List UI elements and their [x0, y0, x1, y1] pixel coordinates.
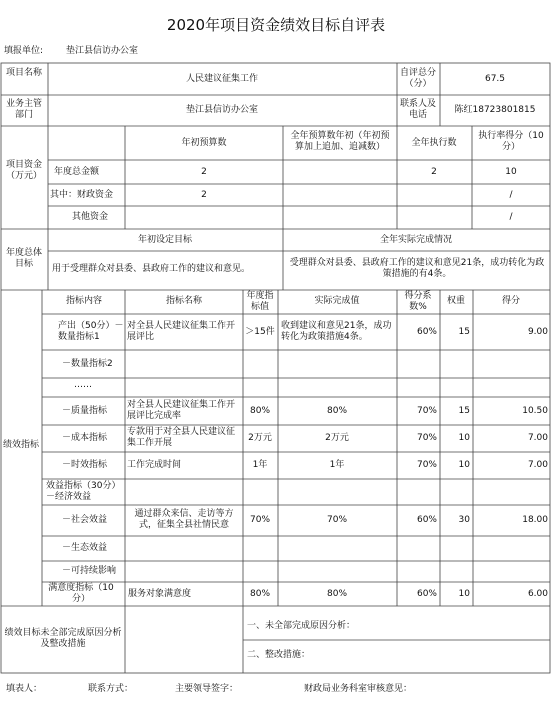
indicator-content: －生态效益	[62, 543, 108, 553]
project-name-label: 项目名称	[5, 68, 42, 78]
indicator-target: 1年	[252, 460, 268, 470]
unit-value: 垫江县信访办公室	[66, 46, 139, 56]
indicator-score: 6.00	[527, 589, 548, 599]
footer-contact: 联系方式：	[88, 684, 134, 694]
indicator-content: －社会效益	[62, 515, 108, 525]
indicator-name: 对全县人民建议征集工作开展评比	[127, 321, 236, 342]
indicator-target: 70%	[249, 515, 271, 525]
indicator-score: 7.00	[527, 460, 548, 470]
col-name: 指标名称	[165, 296, 203, 306]
indicator-score: 7.00	[527, 433, 548, 443]
score-label: 自评总分（分）	[399, 68, 436, 89]
funds-row-rate: /	[509, 212, 513, 222]
col-coef: 得分系数%	[404, 291, 432, 312]
indicator-coef: 70%	[416, 406, 437, 416]
indicator-actual: 80%	[326, 406, 348, 416]
footer-reviewer: 财政局业务科室审核意见：	[304, 684, 413, 694]
indicator-coef: 70%	[416, 460, 437, 470]
funds-row-label: 其中：财政资金	[50, 190, 114, 200]
actual-header: 全年实际完成情况	[379, 235, 453, 245]
funds-row-executed: 2	[431, 167, 437, 177]
indicator-coef: 60%	[416, 589, 437, 599]
contact-value: 陈红18723801815	[454, 105, 536, 115]
col-weight: 权重	[446, 296, 466, 306]
indicator-content: －数量指标2	[62, 359, 113, 369]
indicator-actual: 80%	[326, 589, 348, 599]
indicator-actual: 收到建议和意见21条，成功转化为政策措施4条。	[281, 321, 392, 342]
indicator-content: －可持续影响	[62, 566, 117, 576]
indicators-section-label: 绩效指标	[2, 440, 39, 450]
actual-text: 受理群众对县委、县政府工作的建议和意见21条，成功转化为政策措施的有4条。	[289, 258, 545, 279]
score-value: 67.5	[484, 74, 506, 84]
planned-header: 年初设定目标	[137, 235, 193, 245]
col-rate: 执行率得分（10分）	[478, 131, 544, 152]
indicator-content: －质量指标	[62, 406, 108, 416]
indicator-target: ＞15件	[245, 327, 275, 337]
indicator-name: 通过群众来信、走访等方式，征集全县社情民意	[134, 509, 234, 530]
indicator-weight: 30	[458, 515, 470, 525]
indicator-weight: 10	[458, 460, 470, 470]
indicator-coef: 60%	[416, 327, 437, 337]
indicator-actual: 2万元	[325, 433, 349, 443]
indicator-weight: 10	[458, 589, 470, 599]
reasons-analysis: 一、未全部完成原因分析：	[247, 621, 356, 631]
project-name-value: 人民建议征集工作	[185, 74, 259, 84]
col-actual: 实际完成值	[314, 296, 360, 306]
indicator-weight: 15	[458, 327, 470, 337]
funds-row-label: 年度总金额	[54, 167, 100, 177]
planned-text: 用于受理群众对县委、县政府工作的建议和意见。	[52, 264, 251, 274]
indicator-coef: 60%	[416, 515, 437, 525]
indicator-name: 对全县人民建议征集工作开展评比完成率	[127, 400, 236, 421]
indicator-target: 80%	[249, 406, 271, 416]
indicator-content: 产出（50分）－数量指标1	[58, 321, 124, 342]
indicator-score: 10.50	[522, 406, 548, 416]
reasons-label: 绩效目标未全部完成原因分析及整改措施	[4, 628, 122, 649]
funds-row-budget: 2	[201, 167, 207, 177]
unit-label: 填报单位:	[4, 46, 44, 56]
indicator-score: 9.00	[527, 327, 548, 337]
indicator-content: －成本指标	[62, 433, 108, 443]
indicator-coef: 70%	[416, 433, 437, 443]
col-adjusted: 全年预算数年初（年初预算加上追加、追减数）	[290, 131, 390, 152]
indicator-actual: 1年	[329, 460, 345, 470]
col-budget: 年初预算数	[181, 138, 227, 148]
indicator-name: 工作完成时间	[127, 460, 182, 470]
funds-row-rate: 10	[505, 167, 517, 177]
footer-leader: 主要领导签字：	[175, 684, 239, 694]
footer-filler: 填表人：	[6, 684, 43, 694]
col-executed: 全年执行数	[411, 138, 457, 148]
indicator-target: 80%	[249, 589, 271, 599]
indicator-name: 服务对象满意度	[128, 589, 192, 599]
col-content: 指标内容	[65, 296, 103, 306]
col-score: 得分	[501, 296, 521, 306]
indicator-content: ……	[74, 380, 92, 390]
indicator-content: 满意度指标（10分）	[48, 583, 114, 604]
indicator-actual: 70%	[326, 515, 348, 525]
goals-section-label: 年度总体目标	[5, 248, 42, 269]
contact-label: 联系人及电话	[399, 99, 436, 120]
funds-row-label: 其他资金	[72, 212, 109, 222]
indicator-weight: 15	[458, 406, 470, 416]
reasons-measures: 二、整改措施：	[247, 650, 311, 660]
indicator-content: －时效指标	[62, 460, 108, 470]
indicator-weight: 10	[458, 433, 470, 443]
funds-section-label: 项目资金（万元）	[5, 160, 42, 181]
dept-label: 业务主管部门	[5, 99, 42, 120]
dept-value: 垫江县信访办公室	[185, 105, 259, 115]
funds-row-budget: 2	[201, 190, 207, 200]
indicator-target: 2万元	[248, 433, 272, 443]
page-title: 2020年项目资金绩效目标自评表	[166, 16, 386, 34]
col-target: 年度指标值	[246, 291, 274, 312]
indicator-name: 专款用于对全县人民建议征集工作开展	[127, 427, 236, 448]
indicator-content: 效益指标（30分）－经济效益	[46, 481, 121, 502]
indicator-score: 18.00	[522, 515, 548, 525]
funds-row-rate: /	[509, 190, 513, 200]
